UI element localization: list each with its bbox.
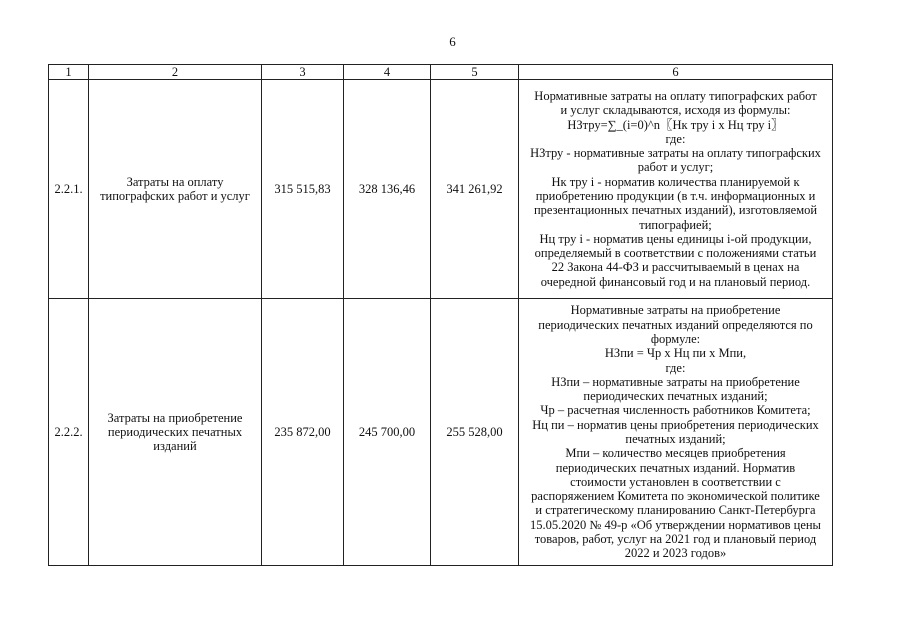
description-line: презентационных печатных изданий), изготовляемой [533, 203, 818, 218]
row-number: 2.2.1. [49, 80, 89, 299]
column-header: 3 [262, 65, 344, 80]
description-line: 2022 и 2023 годов» [624, 546, 727, 561]
description-line: Мпи – количество месяцев приобретения [565, 446, 786, 461]
description-line: периодических печатных изданий; [583, 389, 768, 404]
description-line: Нормативные затраты на оплату типографских работ [534, 88, 817, 103]
description-line: работ и услуг; [637, 160, 714, 175]
cost-description [519, 80, 833, 299]
cost-value-year-3: 255 528,00 [431, 299, 519, 566]
description-line: НЗпи – нормативные затраты на приобретение [551, 374, 800, 389]
cost-value-year-3: 341 261,92 [431, 80, 519, 299]
description-line: распоряжением Комитета по экономической политике [531, 489, 820, 504]
description-line: НЗтру - нормативные затраты на оплату типографских [530, 146, 821, 161]
column-header: 5 [431, 65, 519, 80]
cost-value-year-2: 328 136,46 [344, 80, 431, 299]
cost-description [519, 299, 833, 566]
description-line: 15.05.2020 № 49-р «Об утверждении нормативов цены [530, 517, 821, 532]
description-line: определяемый в соответствии с положениями статьи [534, 246, 817, 261]
description-line: товаров, работ, услуг на 2021 год и плановый период [534, 532, 817, 547]
formula-line: НЗпи = Чр х Нц пи х Мпи, [604, 346, 747, 361]
column-header: 1 [49, 65, 89, 80]
cost-item-name: Затраты на оплату типографских работ и услуг [89, 80, 262, 299]
cost-item-name: Затраты на приобретение периодических печатных изданий [89, 299, 262, 566]
description-line: типографией; [639, 217, 712, 232]
row-number: 2.2.2. [49, 299, 89, 566]
table-row [49, 299, 833, 566]
description-line: очередной финансовый год и на плановый период. [540, 274, 811, 289]
description-line: Нц тру i - норматив цены единицы i-ой продукции, [539, 231, 812, 246]
description-line: и услуг складываются, исходя из формулы: [560, 103, 791, 118]
description-line: печатных изданий; [625, 432, 726, 446]
description-line: Нк тру i - норматив количества планируемой к [551, 174, 800, 189]
cost-value-year-1: 235 872,00 [262, 299, 344, 566]
cost-table [48, 64, 833, 566]
description-line: периодических печатных изданий. Норматив [555, 460, 796, 475]
cost-value-year-2: 245 700,00 [344, 299, 431, 566]
description-line: 22 Закона 44-ФЗ и рассчитываемый в ценах на [551, 260, 800, 275]
table-row [49, 80, 833, 299]
description-line: формуле: [650, 331, 701, 346]
table-header-row [49, 65, 833, 80]
description-line: периодических печатных изданий определяются по [538, 317, 813, 332]
formula-line: НЗтру=∑_(i=0)^n〖Нк тру i х Нц тру i〗 [567, 117, 784, 132]
cost-value-year-1: 315 515,83 [262, 80, 344, 299]
description-line: Нормативные затраты на приобретение [570, 303, 781, 318]
description-line: и стратегическому планированию Санкт-Петербурга [535, 503, 816, 518]
column-header: 6 [519, 65, 833, 80]
description-line: где: [665, 360, 686, 375]
page-number: 6 [449, 34, 456, 49]
description-line: Чр – расчетная численность работников Комитета; [540, 403, 811, 418]
column-header: 4 [344, 65, 431, 80]
description-line: приобретению продукции (в т.ч. информационных и [535, 189, 816, 203]
description-line: Нц пи – норматив цены приобретения периодических [532, 417, 819, 432]
column-header: 2 [89, 65, 262, 80]
description-line: где: [665, 131, 686, 146]
description-line: стоимости установлен в соответствии с [570, 474, 781, 489]
